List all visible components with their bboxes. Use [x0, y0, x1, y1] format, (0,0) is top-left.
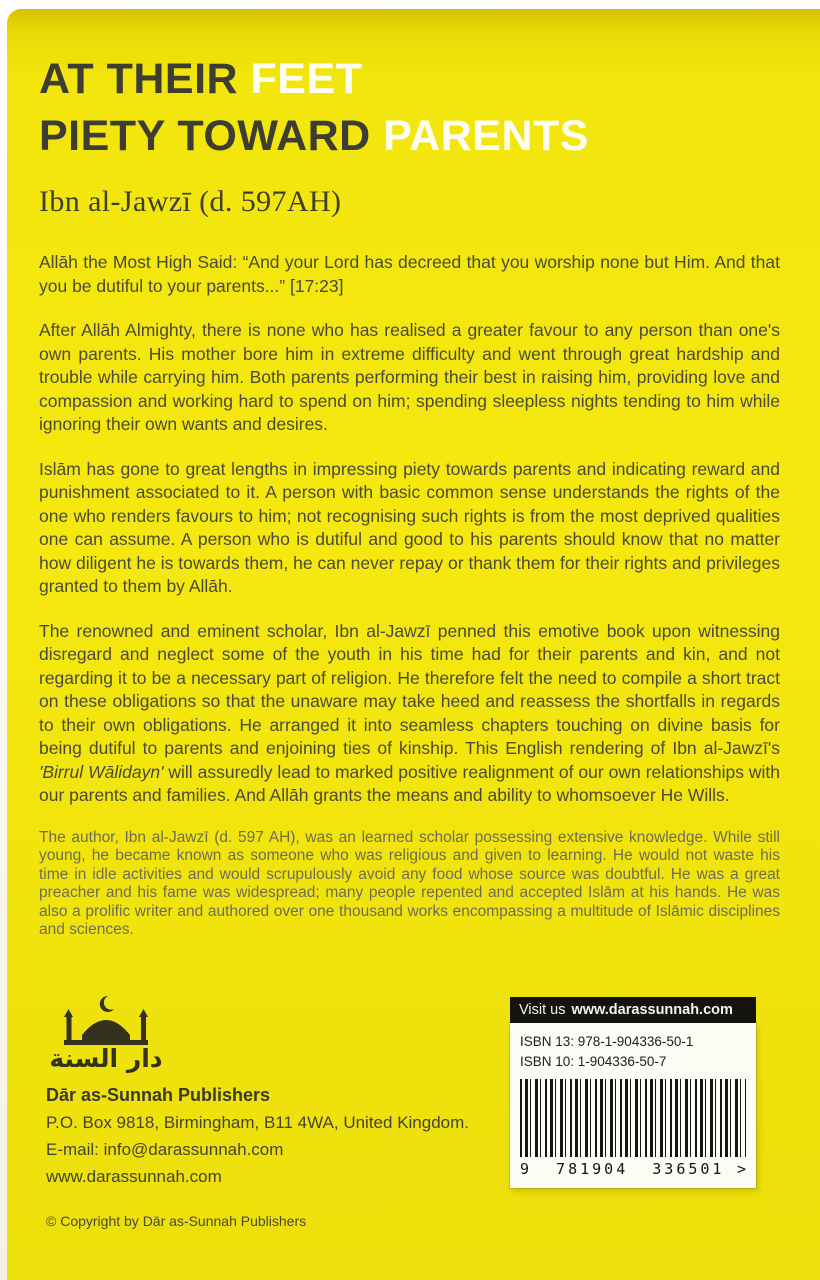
book-arabic-title: 'Birrul Wālidayn'	[39, 761, 164, 782]
isbn10-text: ISBN 10: 1-904336-50-7	[520, 1054, 667, 1069]
visit-us-label: Visit us	[519, 1002, 566, 1018]
author-name: Ibn al-Jawzī (d. 597AH)	[39, 185, 342, 218]
barcode-arrow: >	[736, 1160, 746, 1178]
publisher-logo-arabic-text: دار السنة	[49, 1044, 163, 1073]
author-bio-paragraph: The author, Ibn al-Jawzī (d. 597 AH), was an learned scholar possessing extensive knowledge. While still young, he became known as someone who was religious and given to learning. He would not waste his time in idle activities and would scrupulously avoid any food whose source was doubtful. He was a great preacher and his fame was widespread; many people repented and accepted Islām at his hands. He was also a prolific writer and authored over one thousand works encompassing a multitude of Islāmic disciplines and sciences.	[39, 828, 780, 938]
paragraph-islam-piety: Islām has gone to great lengths in impressing piety towards parents and indicating reward and punishment associated to it. A person with basic common sense understands the rights of the one who renders favours to him; not recognising such rights is from the most deprived qualities one can assume. A person who is dutiful and good to his parents should know that no matter how diligent he is towards them, he can never repay or thank them for their rights and privileges granted to them by Allāh.	[39, 458, 780, 596]
title-line2-light: PARENTS	[383, 112, 589, 160]
quran-quote-paragraph: Allāh the Most High Said: “And your Lord has decreed that you worship none but Him. And that you be dutiful to your parents...” [17:23]	[39, 252, 780, 296]
title-line2-dark: PIETY TOWARD	[39, 112, 371, 160]
barcode-panel	[510, 997, 756, 1188]
publisher-footer	[46, 995, 756, 1229]
title-line1-dark: AT THEIR	[39, 55, 239, 103]
copyright-notice: © Copyright by Dār as-Sunnah Publishers	[46, 1213, 307, 1229]
visit-us-bar	[510, 997, 756, 1023]
publisher-info	[46, 995, 469, 1229]
title-line1-light: FEET	[250, 55, 363, 103]
paragraph-parents-favour: After Allāh Almighty, there is none who has realised a greater favour to any person than one's own parents. His mother bore him in extreme difficulty and went through great hardship and trouble while carrying him. Both parents performing their best in raising him, providing love and compassion and working hard to spend on him; spending sleepless nights tending to him while ignoring their own wants and desires.	[39, 320, 780, 434]
publisher-address: P.O. Box 9818, Birmingham, B11 4WA, United Kingdom.	[46, 1113, 470, 1132]
mosque-icon	[46, 995, 166, 1049]
isbn13-text: ISBN 13: 978-1-904336-50-1	[520, 1034, 694, 1049]
book-title	[39, 51, 780, 165]
publisher-website: www.darassunnah.com	[46, 1167, 222, 1186]
barcode-number: 9 781904 336501	[520, 1160, 725, 1178]
ean-barcode	[520, 1079, 746, 1157]
paragraph-book-description	[39, 620, 780, 808]
title-line-1	[39, 51, 780, 108]
publisher-email: E-mail: info@darassunnah.com	[46, 1140, 284, 1159]
barcode-digits	[520, 1160, 746, 1178]
blurb-text	[39, 251, 780, 940]
publisher-logo	[46, 995, 166, 1073]
visit-us-url: www.darassunnah.com	[571, 1002, 733, 1018]
title-line-2	[39, 108, 780, 165]
paragraph4-pre: The renowned and eminent scholar, Ibn al-Jawzī penned this emotive book upon witnessing disregard and neglect some of the youth in his time had for their parents and kin, and not regarding it to be a necessary part of religion. He therefore felt the need to compile a short tract on these obligations so that the unaware may take heed and reassess the shortfalls in regards to their own obligations. He arranged it into seamless chapters touching on divine basis for being dutiful to parents and enjoining ties of kinship. This English rendering of Ibn al-Jawzī's	[39, 620, 780, 758]
book-cover-background	[7, 9, 820, 1280]
barcode-box	[510, 1023, 756, 1188]
paragraph4-post: will assuredly lead to marked positive realignment of our own relationships with our parents and families. And Allāh grants the means and ability to whomsoever He Wills.	[39, 761, 781, 805]
publisher-name: Dār as-Sunnah Publishers	[46, 1085, 271, 1105]
